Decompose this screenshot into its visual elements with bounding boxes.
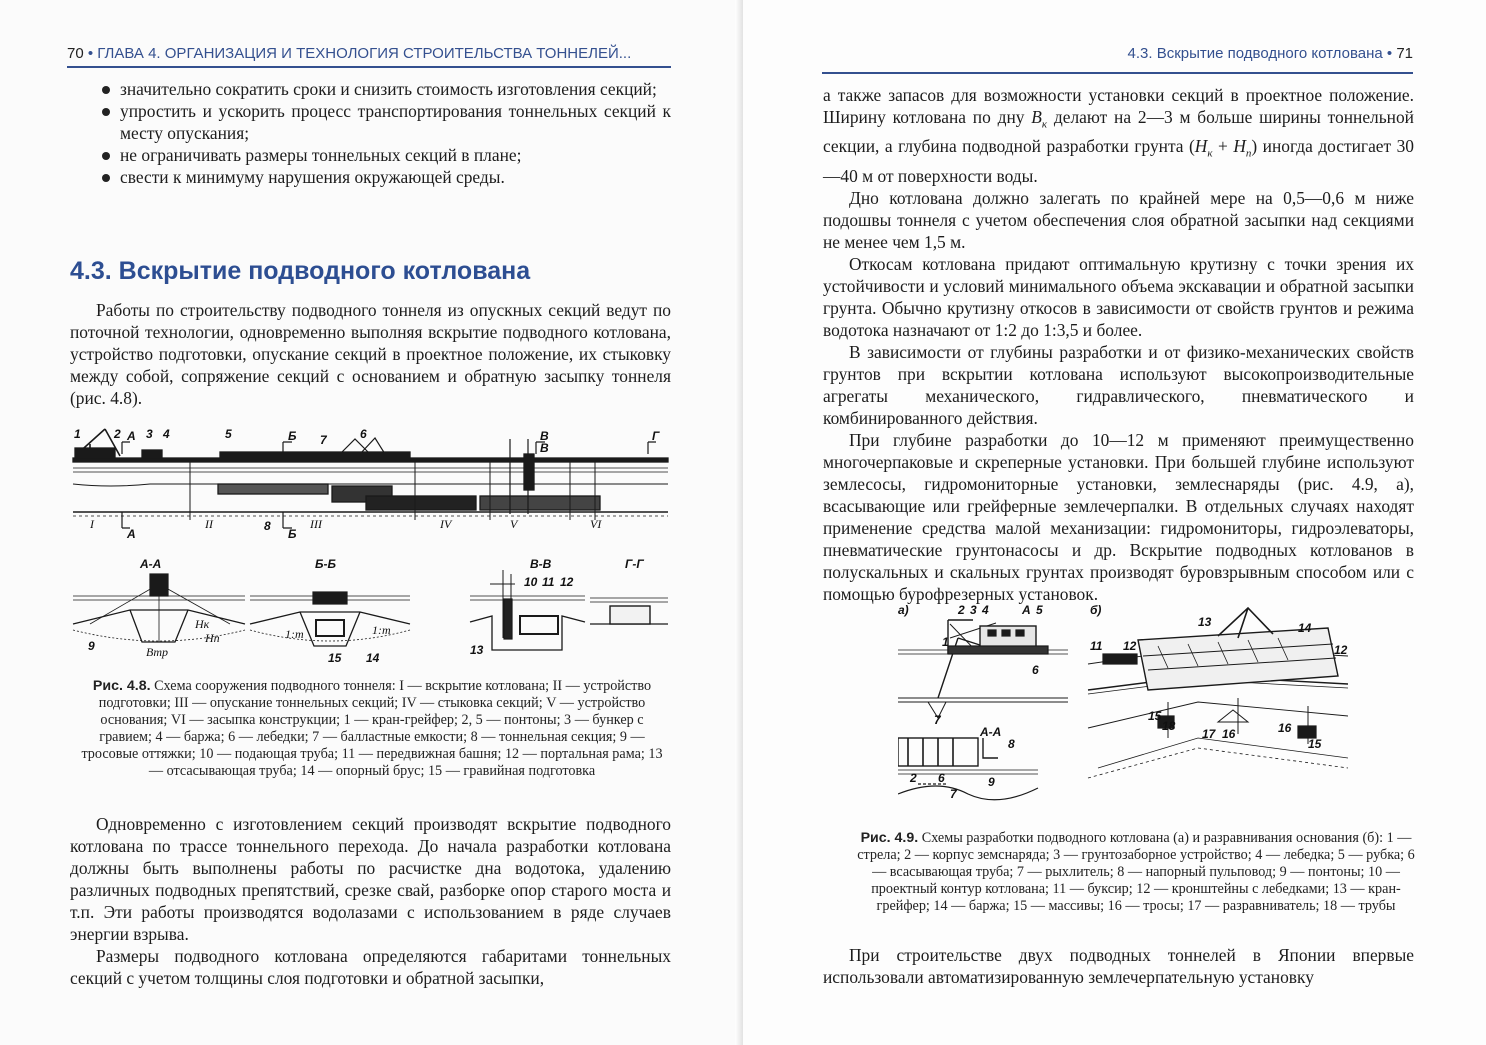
- longitudinal-section: [73, 429, 668, 528]
- cross-section-labels: [88, 557, 644, 665]
- paragraph: Размеры подводного котлована определяются габаритами тоннельных секций с учетом толщины слоя подготовки и обратной засыпки,: [70, 946, 671, 988]
- section-mark: А: [1022, 603, 1031, 617]
- left-paragraph-1: [70, 299, 671, 409]
- math-symbol: H: [1194, 136, 1208, 157]
- dimension-label: 1:m: [285, 627, 304, 641]
- caption-label: Рис. 4.8.: [92, 678, 151, 694]
- figure-number-label: 16: [1222, 727, 1236, 741]
- figure-number-label: 12: [560, 575, 574, 589]
- section-heading: 4.3. Вскрытие подводного котлована: [70, 257, 531, 285]
- figure-number-label: 14: [1298, 621, 1312, 635]
- figure-number-label: 5: [225, 427, 232, 441]
- header-rule: [67, 66, 671, 68]
- math-subscript: к: [1207, 147, 1213, 160]
- left-running-header: [67, 45, 631, 62]
- right-paragraph-bottom: [823, 944, 1414, 988]
- paragraph: Дно котлована должно залегать по крайней мере на 0,5—0,6 м ниже подошвы тоннеля с учетом обеспечения слоя обратной засыпки над секциями не менее чем 1,5 м.: [823, 187, 1414, 252]
- math-subscript: к: [1041, 118, 1048, 131]
- text-run: а также запасов для возможности установки секций в проектное положение. Ширину котлована по дну: [823, 85, 1414, 127]
- section-title: А-А: [140, 557, 162, 571]
- bullet-list: [98, 78, 671, 188]
- list-item: не ограничивать размеры тоннельных секций в плане;: [98, 144, 671, 166]
- bullet-separator: •: [1386, 45, 1397, 62]
- figure-number-label: 7: [950, 787, 957, 801]
- figure-number-label: 6: [938, 771, 945, 785]
- figure-number-label: 6: [1032, 663, 1039, 677]
- figure-number-label: 10: [524, 575, 538, 589]
- section-title-header: 4.3. Вскрытие подводного котлована: [1127, 45, 1383, 62]
- math-subscript: п: [1245, 147, 1252, 160]
- panel-label: а): [898, 603, 909, 617]
- list-item: значительно сократить сроки и снизить стоимость изготовления секций;: [98, 78, 671, 100]
- figure-number-label: 1: [942, 635, 949, 649]
- dimension-label: Hк: [195, 617, 210, 631]
- cross-sections: [73, 570, 668, 650]
- section-title: В-В: [530, 557, 552, 571]
- caption-label: Рис. 4.9.: [860, 830, 919, 846]
- paragraph: Откосам котлована придают оптимальную крутизну с точки зрения их устойчивости и условий минимального объема экскавации и обратной засыпки грунта. Обычно крутизну откосов в зависимости от свойств грунтов и режима водотока назначают от 1:2 до 1:3,5 и более.: [823, 253, 1414, 340]
- right-text-column: [823, 84, 1414, 605]
- section-mark: А: [127, 429, 136, 443]
- text-run: +: [1212, 136, 1234, 157]
- right-page-number: 71: [1396, 45, 1413, 62]
- section-title: Б-Б: [315, 557, 336, 571]
- stage-label: IV: [440, 517, 452, 531]
- section-mark: В: [540, 441, 549, 455]
- figure-number-label: 1: [74, 427, 81, 441]
- right-page: [743, 0, 1486, 1045]
- figure-number-label: 2: [114, 427, 121, 441]
- figure-4-9-diagram: [898, 598, 1348, 820]
- figure-4-9-caption: [853, 830, 1419, 915]
- figure-number-label: 2: [910, 771, 917, 785]
- stage-label: II: [205, 517, 213, 531]
- figure-number-label: 18: [1162, 719, 1176, 733]
- paragraph: При глубине разработки до 10—12 м применяют преимущественно многочерпаковые и скреперные установки. При большей глубине используют землесосы, гидромониторные установки, землеснаряды (рис. 4.9, а), всасывающие или грейферные землечерпалки. В отдельных случаях находят применение средства малой механизации: гидромониторы, гидроэлеваторы, пневматические грунтонасосы и др. Вскрытие подводных котлованов в полускальных и скальных грунтах производят буровзрывным способом или с помощью бурофрезерных установок.: [823, 429, 1414, 604]
- paragraph: Работы по строительству подводного тоннеля из опускных секций ведут по поточной технологии, одновременно выполняя вскрытие подводного котлована, устройство подготовки, опускание секций в проектное положение, их стыковку между собой, сопряжение секций с основанием и обратную засыпку тоннеля (рис. 4.8).: [70, 300, 671, 408]
- caption-text: Схема сооружения подводного тоннеля: I — вскрытие котлована; II — устройство подготовки; III — опускание тоннельных секций; IV — стыковка секций; V — устройство основания; VI — засыпка конструкции; 1 — кран-грейфер; 2, 5 — понтоны; 3 — бункер с гравием; 4 — баржа; 6 — лебедки; 7 — балластные емкости; 8 — тоннельная секция; 9 — тросовые оттяжки; 10 — подающая труба; 11 — передвижная башня; 12 — портальная рама; 13 — отсасывающая труба; 14 — опорный брус; 15 — гравийная подготовка: [81, 678, 663, 779]
- figure-number-label: 9: [88, 639, 95, 653]
- figure-number-label: 9: [988, 775, 995, 789]
- header-rule: [822, 72, 1413, 74]
- section-mark: Б: [288, 527, 297, 541]
- section-mark: А: [127, 527, 136, 541]
- figure-number-label: 3: [970, 603, 977, 617]
- figure-number-label: 11: [542, 575, 555, 589]
- figure-number-label: 15: [328, 651, 342, 665]
- text-run: делают на 2—3 м больше ширины тоннельной секции, а глубина подводной разработки грунта (: [823, 107, 1414, 157]
- stage-label: VI: [590, 517, 602, 531]
- text-run: ) иногда достигает 30—40 м от поверхности воды.: [823, 136, 1414, 186]
- figure-number-label: 14: [366, 651, 380, 665]
- math-symbol: H: [1233, 136, 1246, 157]
- figure-number-label: 12: [1123, 639, 1137, 653]
- figure-number-label: 13: [470, 643, 484, 657]
- dimension-label: Hп: [205, 631, 220, 645]
- chapter-title: ГЛАВА 4. ОРГАНИЗАЦИЯ И ТЕХНОЛОГИЯ СТРОИТЕЛЬСТВА ТОННЕЛЕЙ...: [97, 45, 632, 62]
- section-mark: Г: [652, 429, 660, 443]
- stage-label: I: [90, 517, 94, 531]
- figure-number-label: 5: [1036, 603, 1043, 617]
- section-title: Г-Г: [625, 557, 644, 571]
- bullet-separator: •: [87, 45, 98, 62]
- bullet-list-container: [98, 78, 671, 188]
- dimension-label: 1:m: [372, 623, 391, 637]
- stage-label: V: [510, 517, 518, 531]
- panel-a-drawing: [898, 620, 1068, 800]
- caption-text: Схемы разработки подводного котлована (а) и разравнивания основания (б): 1 — стрела; 2 — корпус земснаряда; 3 — грунтозаборное устройство; 4 — лебедка; 5 — рубка; 6 — всасывающая труба; 7 — рыхлитель; 8 — напорный пульповод; 9 — понтоны; 10 — проектный контур котлована; 11 — буксир; 12 — кронштейны с лебедками; 13 — кран-грейфер; 14 — баржа; 15 — массивы; 16 — тросы; 17 — разравниватель; 18 — трубы: [857, 830, 1415, 914]
- dimension-label: Bтр: [146, 645, 168, 659]
- section-mark: Б: [288, 429, 297, 443]
- figure-number-label: 7: [320, 433, 327, 447]
- section-title: А-А: [980, 725, 1002, 739]
- figure-4-8-diagram: [70, 424, 672, 672]
- figure-number-label: 17: [1202, 727, 1216, 741]
- paragraph: Одновременно с изготовлением секций производят вскрытие подводного котлована по трассе тоннельного перехода. До начала разработки котлована должны быть выполнены работы по расчистке дна водотока, удалению различных подводных препятствий, срезке свай, разборке опор старого моста и т.п. Эти работы производятся водолазами с использованием в ряде случаев энергии взрыва.: [70, 814, 671, 944]
- figure-number-label: 8: [1008, 737, 1015, 751]
- figure-number-label: 4: [163, 427, 170, 441]
- panel-label: б): [1090, 603, 1102, 617]
- figure-4-8-caption: [74, 678, 670, 780]
- figure-number-label: 15: [1308, 737, 1322, 751]
- figure-number-label: 3: [146, 427, 153, 441]
- figure-number-label: 8: [264, 519, 271, 533]
- figure-number-label: 4: [982, 603, 989, 617]
- list-item: свести к минимуму нарушения окружающей среды.: [98, 166, 671, 188]
- paragraph: [823, 84, 1414, 187]
- stage-label: III: [310, 517, 322, 531]
- figure-number-label: 15: [1148, 709, 1162, 723]
- figure-number-label: 7: [934, 713, 941, 727]
- paragraph: При строительстве двух подводных тоннелей в Японии впервые использовали автоматизированную землечерпательную установку: [823, 945, 1414, 987]
- figure-number-label: 6: [360, 427, 367, 441]
- left-page-number: 70: [67, 45, 84, 62]
- left-paragraphs-bottom: [70, 813, 671, 989]
- figure-number-label: 2: [958, 603, 965, 617]
- figure-number-label: 12: [1334, 643, 1348, 657]
- figure-number-label: 13: [1198, 615, 1212, 629]
- figure-number-label: 16: [1278, 721, 1292, 735]
- right-running-header: [1128, 45, 1413, 62]
- math-symbol: B: [1031, 107, 1042, 127]
- list-item: упростить и ускорить процесс транспортирования тоннельных секций к месту опускания;: [98, 100, 671, 144]
- section-mark: В: [540, 429, 549, 443]
- paragraph: В зависимости от глубины разработки и от физико-механических свойств грунтов при вскрытии котлована используют высокопроизводительные агрегаты механического, гидравлического, пневматического и комбинированного действия.: [823, 341, 1414, 428]
- figure-number-label: 11: [1090, 639, 1103, 653]
